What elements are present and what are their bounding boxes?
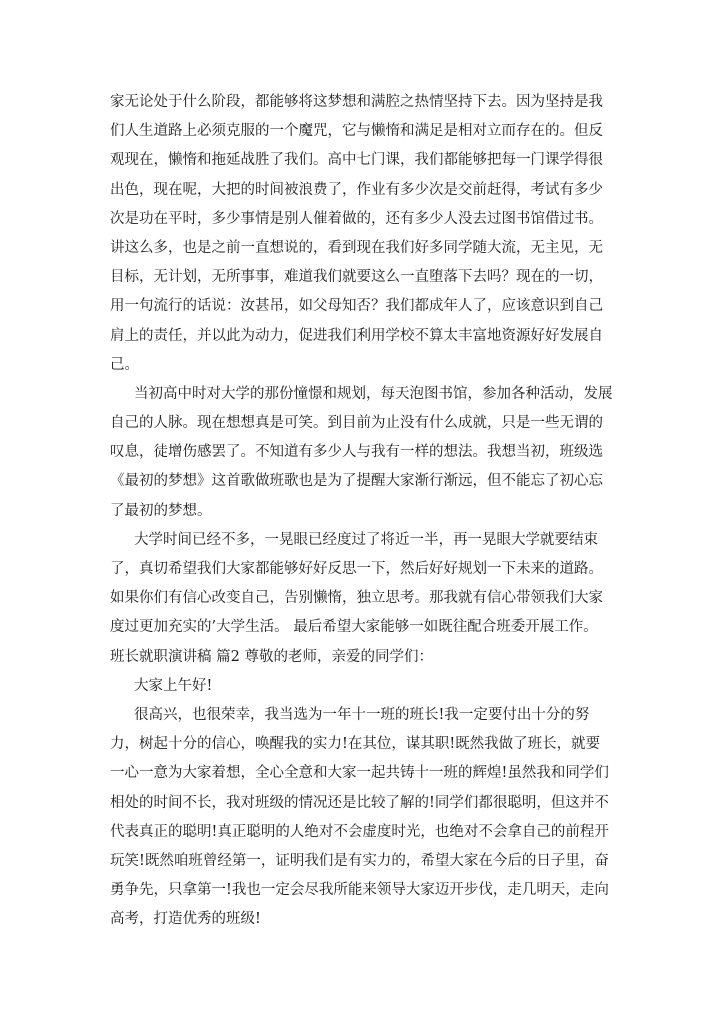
- text-line: 己。: [110, 356, 139, 373]
- text-line: 叹息，徒增伤感罢了。不知道有多少人与我有一样的想法。我想当初，班级选: [110, 444, 603, 461]
- paragraph-start-line: 大学时间已经不多，一晃眼已经度过了将近一半，再一晃眼大学就要结束: [134, 531, 598, 548]
- text-line: 自己的人脉。现在想想真是可笑。到目前为止没有什么成就，只是一些无谓的: [110, 415, 603, 432]
- text-line: 了最初的梦想。: [110, 502, 212, 519]
- text-line: 一心一意为大家着想，全心全意和大家一起共铸十一班的辉煌!虽然我和同学们: [110, 765, 609, 782]
- text-line: 观现在，懒惰和拖延战胜了我们。高中七门课，我们都能够把每一门课学得很: [110, 152, 603, 169]
- text-line: 《最初的梦想》这首歌做班歌也是为了提醒大家渐行渐远，但不能忘了初心忘: [110, 473, 603, 490]
- text-line: 如果你们有信心改变自己，告别懒惰，独立思考。那我就有信心带领我们大家: [110, 590, 603, 607]
- text-line: 度过更加充实的’大学生活。 最后希望大家能够一如既往配合班委开展工作。: [110, 619, 598, 636]
- text-line: 代表真正的聪明!真正聪明的人绝对不会虚度时光，也绝对不会拿自己的前程开: [110, 823, 609, 840]
- text-line: 出色，现在呢，大把的时间被浪费了，作业有多少次是交前赶得，考试有多少: [110, 181, 603, 198]
- text-line: 勇争先，只拿第一!我也一定会尽我所能来领导大家迈开步伐，走几明天，走向: [110, 882, 609, 899]
- text-line: 高考，打造优秀的班级!: [110, 911, 261, 928]
- paragraph-start-line: 当初高中时对大学的那份憧憬和规划，每天泡图书馆，参加各种活动，发展: [134, 385, 613, 402]
- text-line: 讲这么多，也是之前一直想说的，看到现在我们好多同学随大流，无主见，无: [110, 239, 603, 256]
- paragraph-start-line: 很高兴，也很荣幸，我当选为一年十一班的班长!我一定要付出十分的努: [134, 706, 590, 723]
- text-line: 们人生道路上必须克服的一个魔咒，它与懒惰和满足是相对立而存在的。但反: [110, 123, 603, 140]
- text-line: 了，真切希望我们大家都能够好好反思一下，然后好好规划一下未来的道路。: [110, 561, 603, 577]
- document-body: [110, 88, 630, 934]
- text-line: 肩上的责任，并以此为动力，促进我们利用学校不算太丰富地资源好好发展自: [110, 327, 603, 344]
- section-heading-line: 班长就职演讲稿 篇2 尊敬的老师，亲爱的同学们：: [110, 648, 433, 665]
- text-line: 目标，无计划，无所事事，难道我们就要这么一直堕落下去吗？现在的一切，: [110, 269, 603, 286]
- text-line: 玩笑!既然咱班曾经第一，证明我们是有实力的，希望大家在今后的日子里，奋: [110, 852, 609, 869]
- greeting-line: 大家上午好!: [134, 677, 213, 694]
- text-line: 家无论处于什么阶段，都能够将这梦想和满腔之热情坚持下去。因为坚持是我: [110, 94, 603, 110]
- text-line: 力，树起十分的信心，唤醒我的实力!在其位，谋其职!既然我做了班长，就要: [110, 736, 601, 753]
- text-line: 相处的时间不长，我对班级的情况还是比较了解的!同学们都很聪明，但这并不: [110, 794, 609, 811]
- text-line: 用一句流行的话说：汝甚吊，如父母知否？我们都成年人了，应该意识到自己: [110, 298, 603, 315]
- text-line: 次是功在平时，多少事情是别人催着做的，还有多少人没去过图书馆借过书。: [110, 210, 603, 227]
